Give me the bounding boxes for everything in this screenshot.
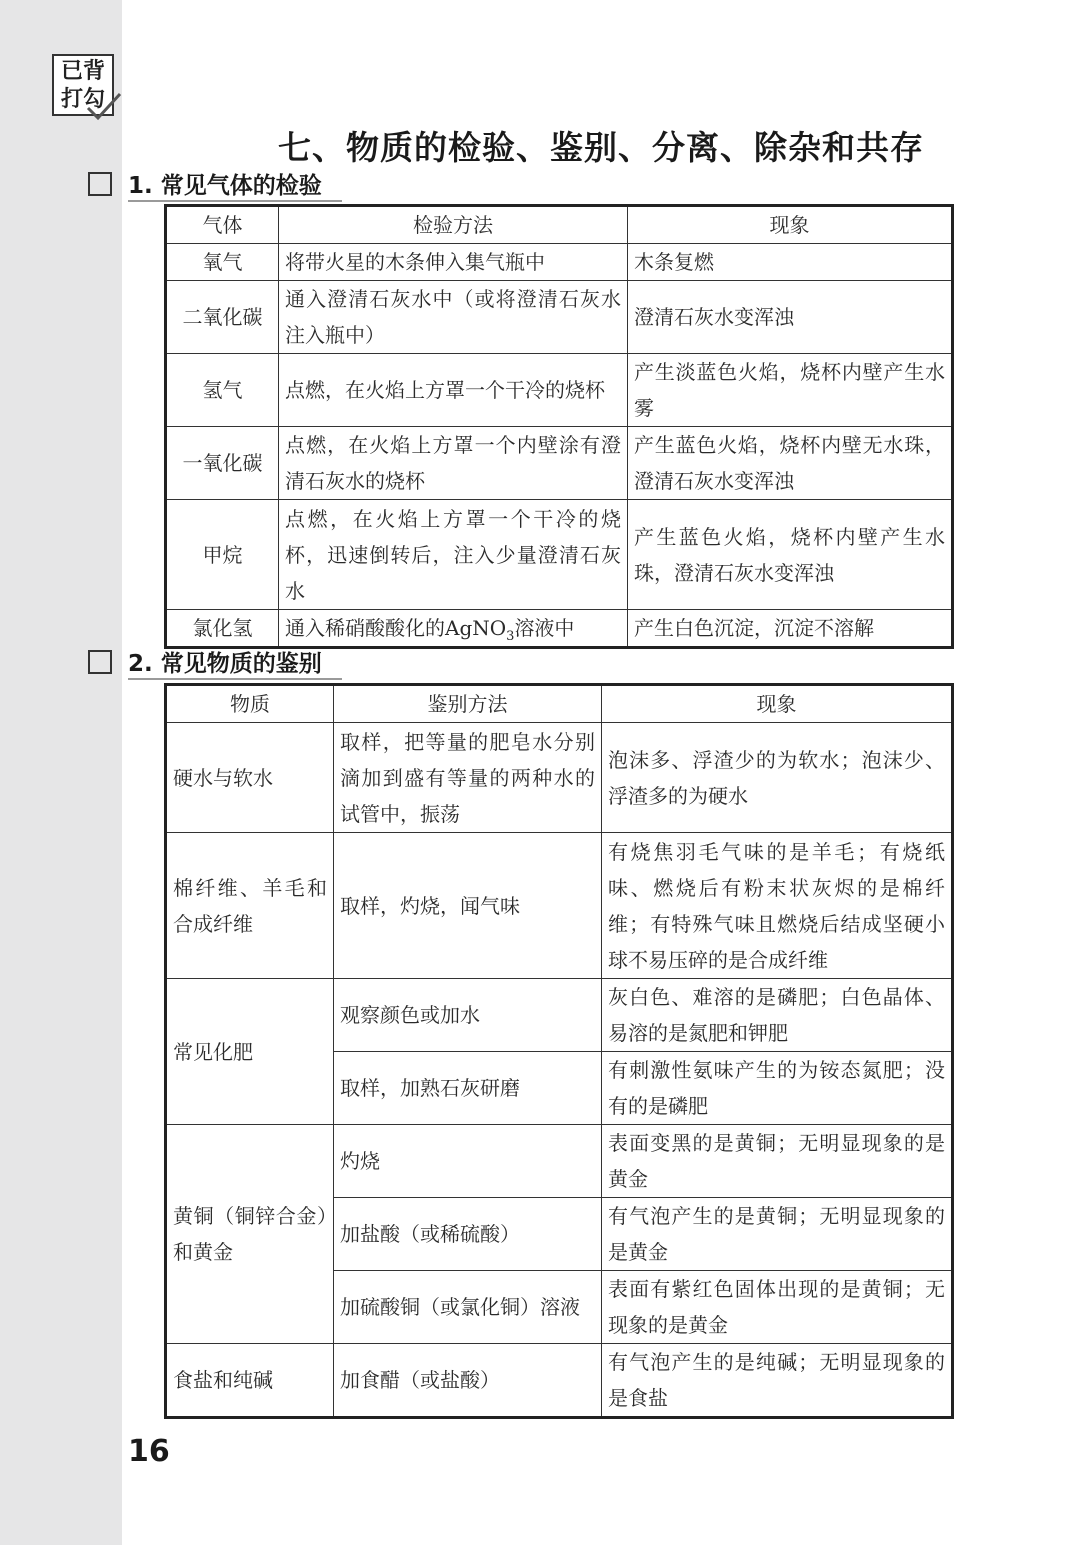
- page-title: 七、物质的检验、鉴别、分离、除杂和共存: [278, 128, 924, 167]
- section-1-checkbox[interactable]: [88, 172, 112, 196]
- side-margin-strip: [0, 0, 122, 1545]
- section-2-title: 2. 常见物质的鉴别: [128, 651, 342, 680]
- table-row: [166, 1125, 953, 1198]
- section-2-checkbox[interactable]: [88, 650, 112, 674]
- cell-substance: 硬水与软水: [166, 723, 334, 833]
- cell-gas: 一氧化碳: [166, 427, 279, 500]
- subscript-3: 3: [506, 629, 515, 644]
- cell-method: 取样，灼烧，闻气味: [334, 833, 602, 979]
- method-text: 溶液中: [514, 616, 575, 640]
- cell-phenomenon: 泡沫多、浮渣少的为软水；泡沫少、浮渣多的为硬水: [602, 723, 953, 833]
- header-method: 鉴别方法: [334, 685, 602, 723]
- table-row: [166, 833, 953, 979]
- table-row: [166, 979, 953, 1052]
- cell-phenomenon: 表面变黑的是黄铜；无明显现象的是黄金: [602, 1125, 953, 1198]
- table-row: [166, 1344, 953, 1418]
- cell-method: 点燃，在火焰上方罩一个内壁涂有澄清石灰水的烧杯: [279, 427, 628, 500]
- table-row: [166, 281, 953, 354]
- header-method: 检验方法: [279, 206, 628, 244]
- header-substance: 物质: [166, 685, 334, 723]
- cell-phenomenon: 产生白色沉淀，沉淀不溶解: [628, 610, 953, 648]
- cell-method: 加食醋（或盐酸）: [334, 1344, 602, 1418]
- cell-method: 加盐酸（或稀硫酸）: [334, 1198, 602, 1271]
- cell-phenomenon: 有气泡产生的是黄铜；无明显现象的是黄金: [602, 1198, 953, 1271]
- cell-method: 将带火星的木条伸入集气瓶中: [279, 244, 628, 281]
- section-1-heading: [88, 171, 342, 203]
- cell-phenomenon: 澄清石灰水变浑浊: [628, 281, 953, 354]
- cell-method: [279, 610, 628, 648]
- method-text: 通入稀硝酸酸化的AgNO: [285, 616, 507, 640]
- checkmark-icon: [86, 92, 122, 122]
- cell-method: 点燃，在火焰上方罩一个干冷的烧杯，迅速倒转后，注入少量澄清石灰水: [279, 500, 628, 610]
- cell-gas: 二氧化碳: [166, 281, 279, 354]
- cell-method: 通入澄清石灰水中（或将澄清石灰水注入瓶中）: [279, 281, 628, 354]
- cell-substance: 食盐和纯碱: [166, 1344, 334, 1418]
- cell-phenomenon: 产生淡蓝色火焰，烧杯内壁产生水雾: [628, 354, 953, 427]
- table-row: [166, 500, 953, 610]
- section-1-title: 1. 常见气体的检验: [128, 173, 342, 202]
- cell-phenomenon: 灰白色、难溶的是磷肥；白色晶体、易溶的是氮肥和钾肥: [602, 979, 953, 1052]
- cell-method: 加硫酸铜（或氯化铜）溶液: [334, 1271, 602, 1344]
- cell-phenomenon: 有烧焦羽毛气味的是羊毛；有烧纸味、燃烧后有粉末状灰烬的是棉纤维；有特殊气味且燃烧后结成坚硬小球不易压碎的是合成纤维: [602, 833, 953, 979]
- cell-substance: 常见化肥: [166, 979, 334, 1125]
- table-row: [166, 610, 953, 648]
- header-gas: 气体: [166, 206, 279, 244]
- cell-method: 观察颜色或加水: [334, 979, 602, 1052]
- table-row: [166, 427, 953, 500]
- cell-phenomenon: 表面有紫红色固体出现的是黄铜；无现象的是黄金: [602, 1271, 953, 1344]
- cell-phenomenon: 木条复燃: [628, 244, 953, 281]
- cell-phenomenon: 产生蓝色火焰，烧杯内壁产生水珠，澄清石灰水变浑浊: [628, 500, 953, 610]
- cell-gas: 氯化氢: [166, 610, 279, 648]
- cell-method: 取样，把等量的肥皂水分别滴加到盛有等量的两种水的试管中，振荡: [334, 723, 602, 833]
- cell-gas: 甲烷: [166, 500, 279, 610]
- cell-phenomenon: 有气泡产生的是纯碱；无明显现象的是食盐: [602, 1344, 953, 1418]
- header-phenomenon: 现象: [602, 685, 953, 723]
- cell-substance: 棉纤维、羊毛和合成纤维: [166, 833, 334, 979]
- page-number: 16: [128, 1434, 170, 1469]
- substance-identification-table: [164, 683, 954, 1419]
- memorized-checkbox-badge[interactable]: [52, 54, 114, 116]
- gas-test-table: [164, 204, 954, 649]
- table-row: [166, 244, 953, 281]
- cell-method: 取样，加熟石灰研磨: [334, 1052, 602, 1125]
- badge-line-1: 已背: [60, 59, 105, 84]
- cell-substance: 黄铜（铜锌合金）和黄金: [166, 1125, 334, 1344]
- header-phenomenon: 现象: [628, 206, 953, 244]
- cell-gas: 氧气: [166, 244, 279, 281]
- cell-method: 灼烧: [334, 1125, 602, 1198]
- cell-phenomenon: 产生蓝色火焰，烧杯内壁无水珠，澄清石灰水变浑浊: [628, 427, 953, 500]
- badge-line-2: 打勾: [60, 87, 105, 112]
- table-row: [166, 723, 953, 833]
- table-row: [166, 354, 953, 427]
- cell-method: 点燃，在火焰上方罩一个干冷的烧杯: [279, 354, 628, 427]
- section-2-heading: [88, 649, 342, 681]
- cell-phenomenon: 有刺激性氨味产生的为铵态氮肥；没有的是磷肥: [602, 1052, 953, 1125]
- cell-gas: 氢气: [166, 354, 279, 427]
